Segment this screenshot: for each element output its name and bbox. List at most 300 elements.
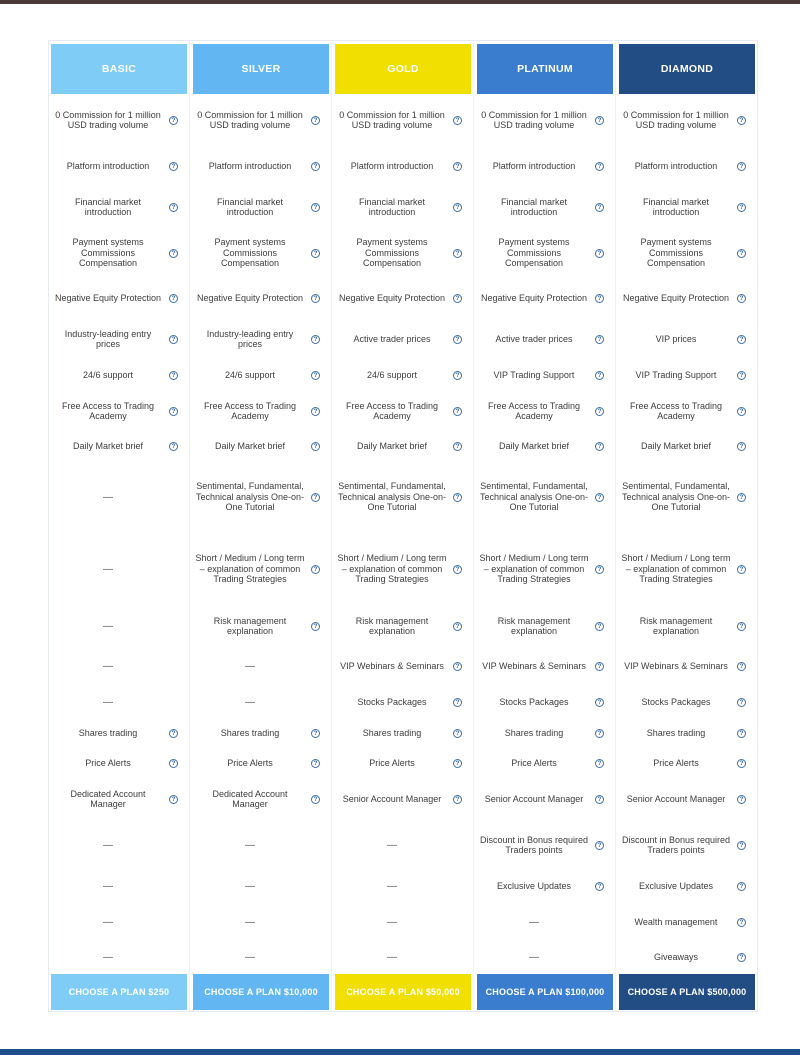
feature-label: Platform introduction [350, 160, 434, 171]
feature-label: Financial market introduction [500, 196, 568, 217]
feature-cell [337, 437, 469, 455]
feature-label: Free Access to Trading Academy [629, 400, 723, 421]
feature-cell [621, 285, 753, 311]
feature-cell [53, 724, 185, 742]
info-icon[interactable]: ? [595, 841, 604, 850]
feature-label: Shares trading [504, 727, 564, 738]
feature-unavailable-dash: — [103, 916, 113, 928]
plan-column-gold [333, 41, 471, 1013]
feature-label: Daily Market brief [356, 440, 428, 451]
feature-unavailable-dash: — [387, 839, 397, 851]
feature-cell [479, 724, 611, 742]
info-icon[interactable]: ? [737, 249, 746, 258]
feature-label: Discount in Bonus required Traders points [621, 834, 731, 855]
feature-label: Short / Medium / Long term – explanation of common Trading Strategies [479, 553, 589, 585]
feature-cell [195, 827, 327, 863]
feature-cell [621, 693, 753, 711]
feature-cell [195, 724, 327, 742]
feature-label: Risk management explanation [639, 615, 713, 636]
feature-cell [479, 693, 611, 711]
feature-label: 24/6 support [224, 369, 276, 380]
feature-cell [479, 194, 611, 220]
feature-unavailable-dash: — [245, 880, 255, 892]
plan-column-basic [49, 41, 187, 1013]
feature-cell [621, 827, 753, 863]
info-icon[interactable]: ? [737, 882, 746, 891]
top-banner-edge [0, 0, 800, 4]
feature-cell [53, 235, 185, 271]
feature-cell [621, 437, 753, 455]
feature-cell [53, 754, 185, 772]
info-icon[interactable]: ? [311, 442, 320, 451]
feature-label: Discount in Bonus required Traders points [479, 834, 589, 855]
info-icon[interactable]: ? [169, 371, 178, 380]
feature-label: Negative Equity Protection [196, 292, 304, 303]
info-icon[interactable]: ? [737, 918, 746, 927]
feature-cell [479, 467, 611, 527]
feature-label: Platform introduction [492, 160, 576, 171]
feature-label: Sentimental, Fundamental, Technical analysis One-on-One Tutorial [337, 481, 447, 513]
footer-edge [0, 1049, 800, 1055]
feature-label: Free Access to Trading Academy [61, 400, 155, 421]
feature-cell [479, 909, 611, 935]
feature-cell [479, 613, 611, 639]
plan-column-platinum [475, 41, 613, 1013]
feature-cell [195, 693, 327, 711]
feature-label: Sentimental, Fundamental, Technical analysis One-on-One Tutorial [479, 481, 589, 513]
feature-cell [621, 653, 753, 679]
feature-cell [195, 102, 327, 138]
feature-label: 24/6 support [82, 369, 134, 380]
feature-cell [621, 613, 753, 639]
info-icon[interactable]: ? [595, 698, 604, 707]
feature-unavailable-dash: — [103, 491, 113, 503]
info-icon[interactable]: ? [169, 203, 178, 212]
feature-cell [479, 366, 611, 384]
feature-unavailable-dash: — [245, 916, 255, 928]
feature-label: VIP Webinars & Seminars [624, 660, 728, 671]
feature-cell [479, 827, 611, 863]
feature-cell [53, 948, 185, 966]
feature-label: Daily Market brief [72, 440, 144, 451]
feature-label: Negative Equity Protection [622, 292, 730, 303]
info-icon[interactable]: ? [169, 249, 178, 258]
feature-cell [53, 102, 185, 138]
feature-label: VIP Webinars & Seminars [340, 660, 444, 671]
info-icon[interactable]: ? [595, 795, 604, 804]
feature-label: Price Alerts [369, 757, 415, 768]
info-icon[interactable]: ? [737, 493, 746, 502]
info-icon[interactable]: ? [453, 249, 462, 258]
feature-unavailable-dash: — [103, 696, 113, 708]
feature-cell [53, 653, 185, 679]
info-icon[interactable]: ? [453, 729, 462, 738]
feature-label: Daily Market brief [498, 440, 570, 451]
feature-label: Price Alerts [653, 757, 699, 768]
plan-header-silver: SILVER [193, 44, 329, 94]
feature-cell [479, 153, 611, 179]
info-icon[interactable]: ? [595, 294, 604, 303]
feature-cell [337, 877, 469, 895]
feature-label: VIP Trading Support [635, 369, 717, 380]
feature-cell [337, 724, 469, 742]
info-icon[interactable]: ? [737, 698, 746, 707]
feature-cell [337, 326, 469, 352]
feature-cell [337, 539, 469, 599]
feature-label: 0 Commission for 1 million USD trading volume [197, 109, 303, 130]
info-icon[interactable]: ? [737, 442, 746, 451]
feature-unavailable-dash: — [103, 839, 113, 851]
feature-label: Dedicated Account Manager [70, 788, 146, 809]
feature-cell [621, 539, 753, 599]
feature-cell [195, 366, 327, 384]
feature-label: Financial market introduction [642, 196, 710, 217]
feature-label: Active trader prices [353, 333, 431, 344]
feature-label: Financial market introduction [74, 196, 142, 217]
info-icon[interactable]: ? [311, 335, 320, 344]
feature-cell [337, 693, 469, 711]
info-icon[interactable]: ? [737, 407, 746, 416]
feature-cell [479, 877, 611, 895]
feature-cell [621, 909, 753, 935]
feature-cell [195, 235, 327, 271]
feature-cell [621, 786, 753, 812]
feature-label: Price Alerts [227, 757, 273, 768]
feature-cell [195, 467, 327, 527]
feature-unavailable-dash: — [245, 951, 255, 963]
feature-cell [621, 948, 753, 966]
feature-unavailable-dash: — [245, 696, 255, 708]
info-icon[interactable]: ? [737, 371, 746, 380]
info-icon[interactable]: ? [737, 759, 746, 768]
info-icon[interactable]: ? [169, 162, 178, 171]
info-icon[interactable]: ? [737, 622, 746, 631]
info-icon[interactable]: ? [311, 203, 320, 212]
feature-cell [195, 153, 327, 179]
plan-column-silver [191, 41, 329, 1013]
feature-cell [337, 653, 469, 679]
info-icon[interactable]: ? [169, 729, 178, 738]
feature-label: Price Alerts [511, 757, 557, 768]
info-icon[interactable]: ? [595, 729, 604, 738]
feature-label: Senior Account Manager [342, 793, 442, 804]
info-icon[interactable]: ? [311, 294, 320, 303]
plan-header-gold: GOLD [335, 44, 471, 94]
feature-cell [621, 724, 753, 742]
feature-cell [337, 613, 469, 639]
feature-cell [53, 467, 185, 527]
column-divider [473, 41, 474, 1013]
feature-cell [53, 827, 185, 863]
info-icon[interactable]: ? [311, 371, 320, 380]
feature-label: Payment systems Commissions Compensation [356, 237, 428, 269]
info-icon[interactable]: ? [737, 565, 746, 574]
info-icon[interactable]: ? [453, 698, 462, 707]
feature-label: 0 Commission for 1 million USD trading volume [481, 109, 587, 130]
feature-cell [621, 194, 753, 220]
info-icon[interactable]: ? [453, 622, 462, 631]
info-icon[interactable]: ? [453, 442, 462, 451]
info-icon[interactable]: ? [453, 565, 462, 574]
feature-cell [621, 366, 753, 384]
feature-label: Sentimental, Fundamental, Technical analysis One-on-One Tutorial [621, 481, 731, 513]
feature-cell [479, 326, 611, 352]
feature-label: Shares trading [362, 727, 422, 738]
info-icon[interactable]: ? [169, 335, 178, 344]
feature-cell [195, 285, 327, 311]
feature-cell [53, 877, 185, 895]
info-icon[interactable]: ? [737, 203, 746, 212]
choose-plan-button-platinum[interactable]: CHOOSE A PLAN $100,000 [477, 974, 613, 1010]
feature-label: Active trader prices [495, 333, 573, 344]
choose-plan-button-basic[interactable]: CHOOSE A PLAN $250 [51, 974, 187, 1010]
info-icon[interactable]: ? [595, 407, 604, 416]
feature-label: Daily Market brief [214, 440, 286, 451]
feature-cell [337, 754, 469, 772]
feature-cell [53, 693, 185, 711]
info-icon[interactable]: ? [737, 116, 746, 125]
info-icon[interactable]: ? [595, 565, 604, 574]
feature-label: Price Alerts [85, 757, 131, 768]
info-icon[interactable]: ? [169, 294, 178, 303]
info-icon[interactable]: ? [595, 622, 604, 631]
info-icon[interactable]: ? [453, 203, 462, 212]
feature-label: Short / Medium / Long term – explanation of common Trading Strategies [621, 553, 731, 585]
feature-cell [53, 326, 185, 352]
column-divider [331, 41, 332, 1013]
feature-cell [195, 539, 327, 599]
info-icon[interactable]: ? [311, 565, 320, 574]
info-icon[interactable]: ? [595, 203, 604, 212]
feature-unavailable-dash: — [103, 563, 113, 575]
info-icon[interactable]: ? [169, 442, 178, 451]
choose-plan-button-gold[interactable]: CHOOSE A PLAN $50,000 [335, 974, 471, 1010]
feature-cell [337, 102, 469, 138]
feature-cell [337, 948, 469, 966]
feature-cell [53, 786, 185, 812]
info-icon[interactable]: ? [737, 953, 746, 962]
info-icon[interactable]: ? [311, 795, 320, 804]
feature-cell [479, 539, 611, 599]
info-icon[interactable]: ? [453, 407, 462, 416]
info-icon[interactable]: ? [595, 442, 604, 451]
feature-label: Sentimental, Fundamental, Technical analysis One-on-One Tutorial [195, 481, 305, 513]
feature-cell [337, 194, 469, 220]
info-icon[interactable]: ? [453, 335, 462, 344]
feature-label: Stocks Packages [641, 696, 711, 707]
feature-cell [53, 398, 185, 424]
feature-unavailable-dash: — [103, 660, 113, 672]
feature-unavailable-dash: — [387, 916, 397, 928]
feature-unavailable-dash: — [245, 660, 255, 672]
info-icon[interactable]: ? [311, 116, 320, 125]
feature-cell [53, 437, 185, 455]
feature-cell [337, 786, 469, 812]
feature-label: Payment systems Commissions Compensation [72, 237, 144, 269]
feature-cell [337, 366, 469, 384]
feature-label: Risk management explanation [213, 615, 287, 636]
feature-unavailable-dash: — [245, 839, 255, 851]
feature-unavailable-dash: — [103, 620, 113, 632]
feature-cell [53, 366, 185, 384]
info-icon[interactable]: ? [737, 294, 746, 303]
feature-unavailable-dash: — [529, 916, 539, 928]
info-icon[interactable]: ? [595, 662, 604, 671]
info-icon[interactable]: ? [595, 882, 604, 891]
feature-label: Risk management explanation [355, 615, 429, 636]
feature-label: Stocks Packages [357, 696, 427, 707]
info-icon[interactable]: ? [453, 493, 462, 502]
info-icon[interactable]: ? [595, 759, 604, 768]
feature-label: 24/6 support [366, 369, 418, 380]
info-icon[interactable]: ? [453, 795, 462, 804]
feature-cell [479, 948, 611, 966]
feature-cell [53, 153, 185, 179]
feature-label: Wealth management [634, 916, 718, 927]
info-icon[interactable]: ? [595, 116, 604, 125]
feature-cell [621, 235, 753, 271]
info-icon[interactable]: ? [453, 116, 462, 125]
info-icon[interactable]: ? [311, 493, 320, 502]
info-icon[interactable]: ? [169, 759, 178, 768]
info-icon[interactable]: ? [453, 759, 462, 768]
feature-label: Senior Account Manager [484, 793, 584, 804]
feature-label: Daily Market brief [640, 440, 712, 451]
feature-label: Free Access to Trading Academy [203, 400, 297, 421]
plan-header-basic: BASIC [51, 44, 187, 94]
feature-cell [195, 437, 327, 455]
feature-label: 0 Commission for 1 million USD trading volume [339, 109, 445, 130]
feature-label: VIP Webinars & Seminars [482, 660, 586, 671]
feature-cell [195, 326, 327, 352]
feature-label: Platform introduction [634, 160, 718, 171]
info-icon[interactable]: ? [311, 162, 320, 171]
feature-cell [479, 235, 611, 271]
info-icon[interactable]: ? [311, 759, 320, 768]
feature-cell [621, 102, 753, 138]
feature-cell [621, 754, 753, 772]
info-icon[interactable]: ? [311, 622, 320, 631]
feature-label: 0 Commission for 1 million USD trading volume [55, 109, 161, 130]
feature-unavailable-dash: — [103, 951, 113, 963]
feature-label: Short / Medium / Long term – explanation of common Trading Strategies [337, 553, 447, 585]
feature-label: Financial market introduction [358, 196, 426, 217]
feature-cell [53, 909, 185, 935]
info-icon[interactable]: ? [737, 162, 746, 171]
feature-cell [195, 398, 327, 424]
feature-label: Financial market introduction [216, 196, 284, 217]
info-icon[interactable]: ? [595, 162, 604, 171]
feature-cell [53, 194, 185, 220]
choose-plan-button-silver[interactable]: CHOOSE A PLAN $10,000 [193, 974, 329, 1010]
info-icon[interactable]: ? [595, 493, 604, 502]
info-icon[interactable]: ? [453, 371, 462, 380]
feature-cell [53, 285, 185, 311]
feature-cell [195, 194, 327, 220]
info-icon[interactable]: ? [169, 116, 178, 125]
feature-cell [621, 877, 753, 895]
feature-label: Giveaways [653, 951, 698, 962]
feature-label: Shares trading [646, 727, 706, 738]
feature-label: VIP Trading Support [493, 369, 575, 380]
feature-label: Negative Equity Protection [480, 292, 588, 303]
info-icon[interactable]: ? [311, 407, 320, 416]
feature-cell [53, 539, 185, 599]
info-icon[interactable]: ? [453, 162, 462, 171]
info-icon[interactable]: ? [453, 662, 462, 671]
feature-label: Stocks Packages [499, 696, 569, 707]
feature-cell [337, 467, 469, 527]
feature-cell [479, 786, 611, 812]
info-icon[interactable]: ? [737, 335, 746, 344]
feature-label: Negative Equity Protection [54, 292, 162, 303]
feature-label: Exclusive Updates [496, 880, 572, 891]
feature-label: Free Access to Trading Academy [345, 400, 439, 421]
feature-cell [479, 754, 611, 772]
info-icon[interactable]: ? [595, 249, 604, 258]
feature-label: Platform introduction [208, 160, 292, 171]
info-icon[interactable]: ? [311, 729, 320, 738]
feature-cell [621, 326, 753, 352]
feature-cell [337, 235, 469, 271]
info-icon[interactable]: ? [595, 335, 604, 344]
feature-cell [337, 398, 469, 424]
feature-label: Payment systems Commissions Compensation [214, 237, 286, 269]
feature-cell [479, 437, 611, 455]
feature-label: Industry-leading entry prices [206, 328, 294, 349]
feature-cell [621, 153, 753, 179]
feature-cell [195, 754, 327, 772]
feature-unavailable-dash: — [387, 951, 397, 963]
feature-label: Shares trading [78, 727, 138, 738]
feature-cell [621, 467, 753, 527]
feature-cell [337, 153, 469, 179]
feature-cell [479, 102, 611, 138]
feature-label: Payment systems Commissions Compensation [498, 237, 570, 269]
info-icon[interactable]: ? [311, 249, 320, 258]
feature-label: Free Access to Trading Academy [487, 400, 581, 421]
info-icon[interactable]: ? [737, 795, 746, 804]
feature-cell [195, 948, 327, 966]
feature-label: Shares trading [220, 727, 280, 738]
feature-label: Exclusive Updates [638, 880, 714, 891]
feature-label: 0 Commission for 1 million USD trading volume [623, 109, 729, 130]
feature-label: Senior Account Manager [626, 793, 726, 804]
plan-header-diamond: DIAMOND [619, 44, 755, 94]
feature-unavailable-dash: — [529, 951, 539, 963]
feature-cell [195, 786, 327, 812]
info-icon[interactable]: ? [595, 371, 604, 380]
info-icon[interactable]: ? [169, 795, 178, 804]
feature-cell [479, 398, 611, 424]
feature-cell [195, 877, 327, 895]
choose-plan-button-diamond[interactable]: CHOOSE A PLAN $500,000 [619, 974, 755, 1010]
feature-cell [337, 827, 469, 863]
feature-cell [195, 613, 327, 639]
feature-cell [621, 398, 753, 424]
feature-unavailable-dash: — [387, 880, 397, 892]
plan-header-platinum: PLATINUM [477, 44, 613, 94]
feature-cell [337, 909, 469, 935]
info-icon[interactable]: ? [737, 841, 746, 850]
info-icon[interactable]: ? [169, 407, 178, 416]
info-icon[interactable]: ? [737, 662, 746, 671]
feature-cell [479, 653, 611, 679]
info-icon[interactable]: ? [453, 294, 462, 303]
feature-cell [337, 285, 469, 311]
info-icon[interactable]: ? [737, 729, 746, 738]
column-divider [615, 41, 616, 1013]
